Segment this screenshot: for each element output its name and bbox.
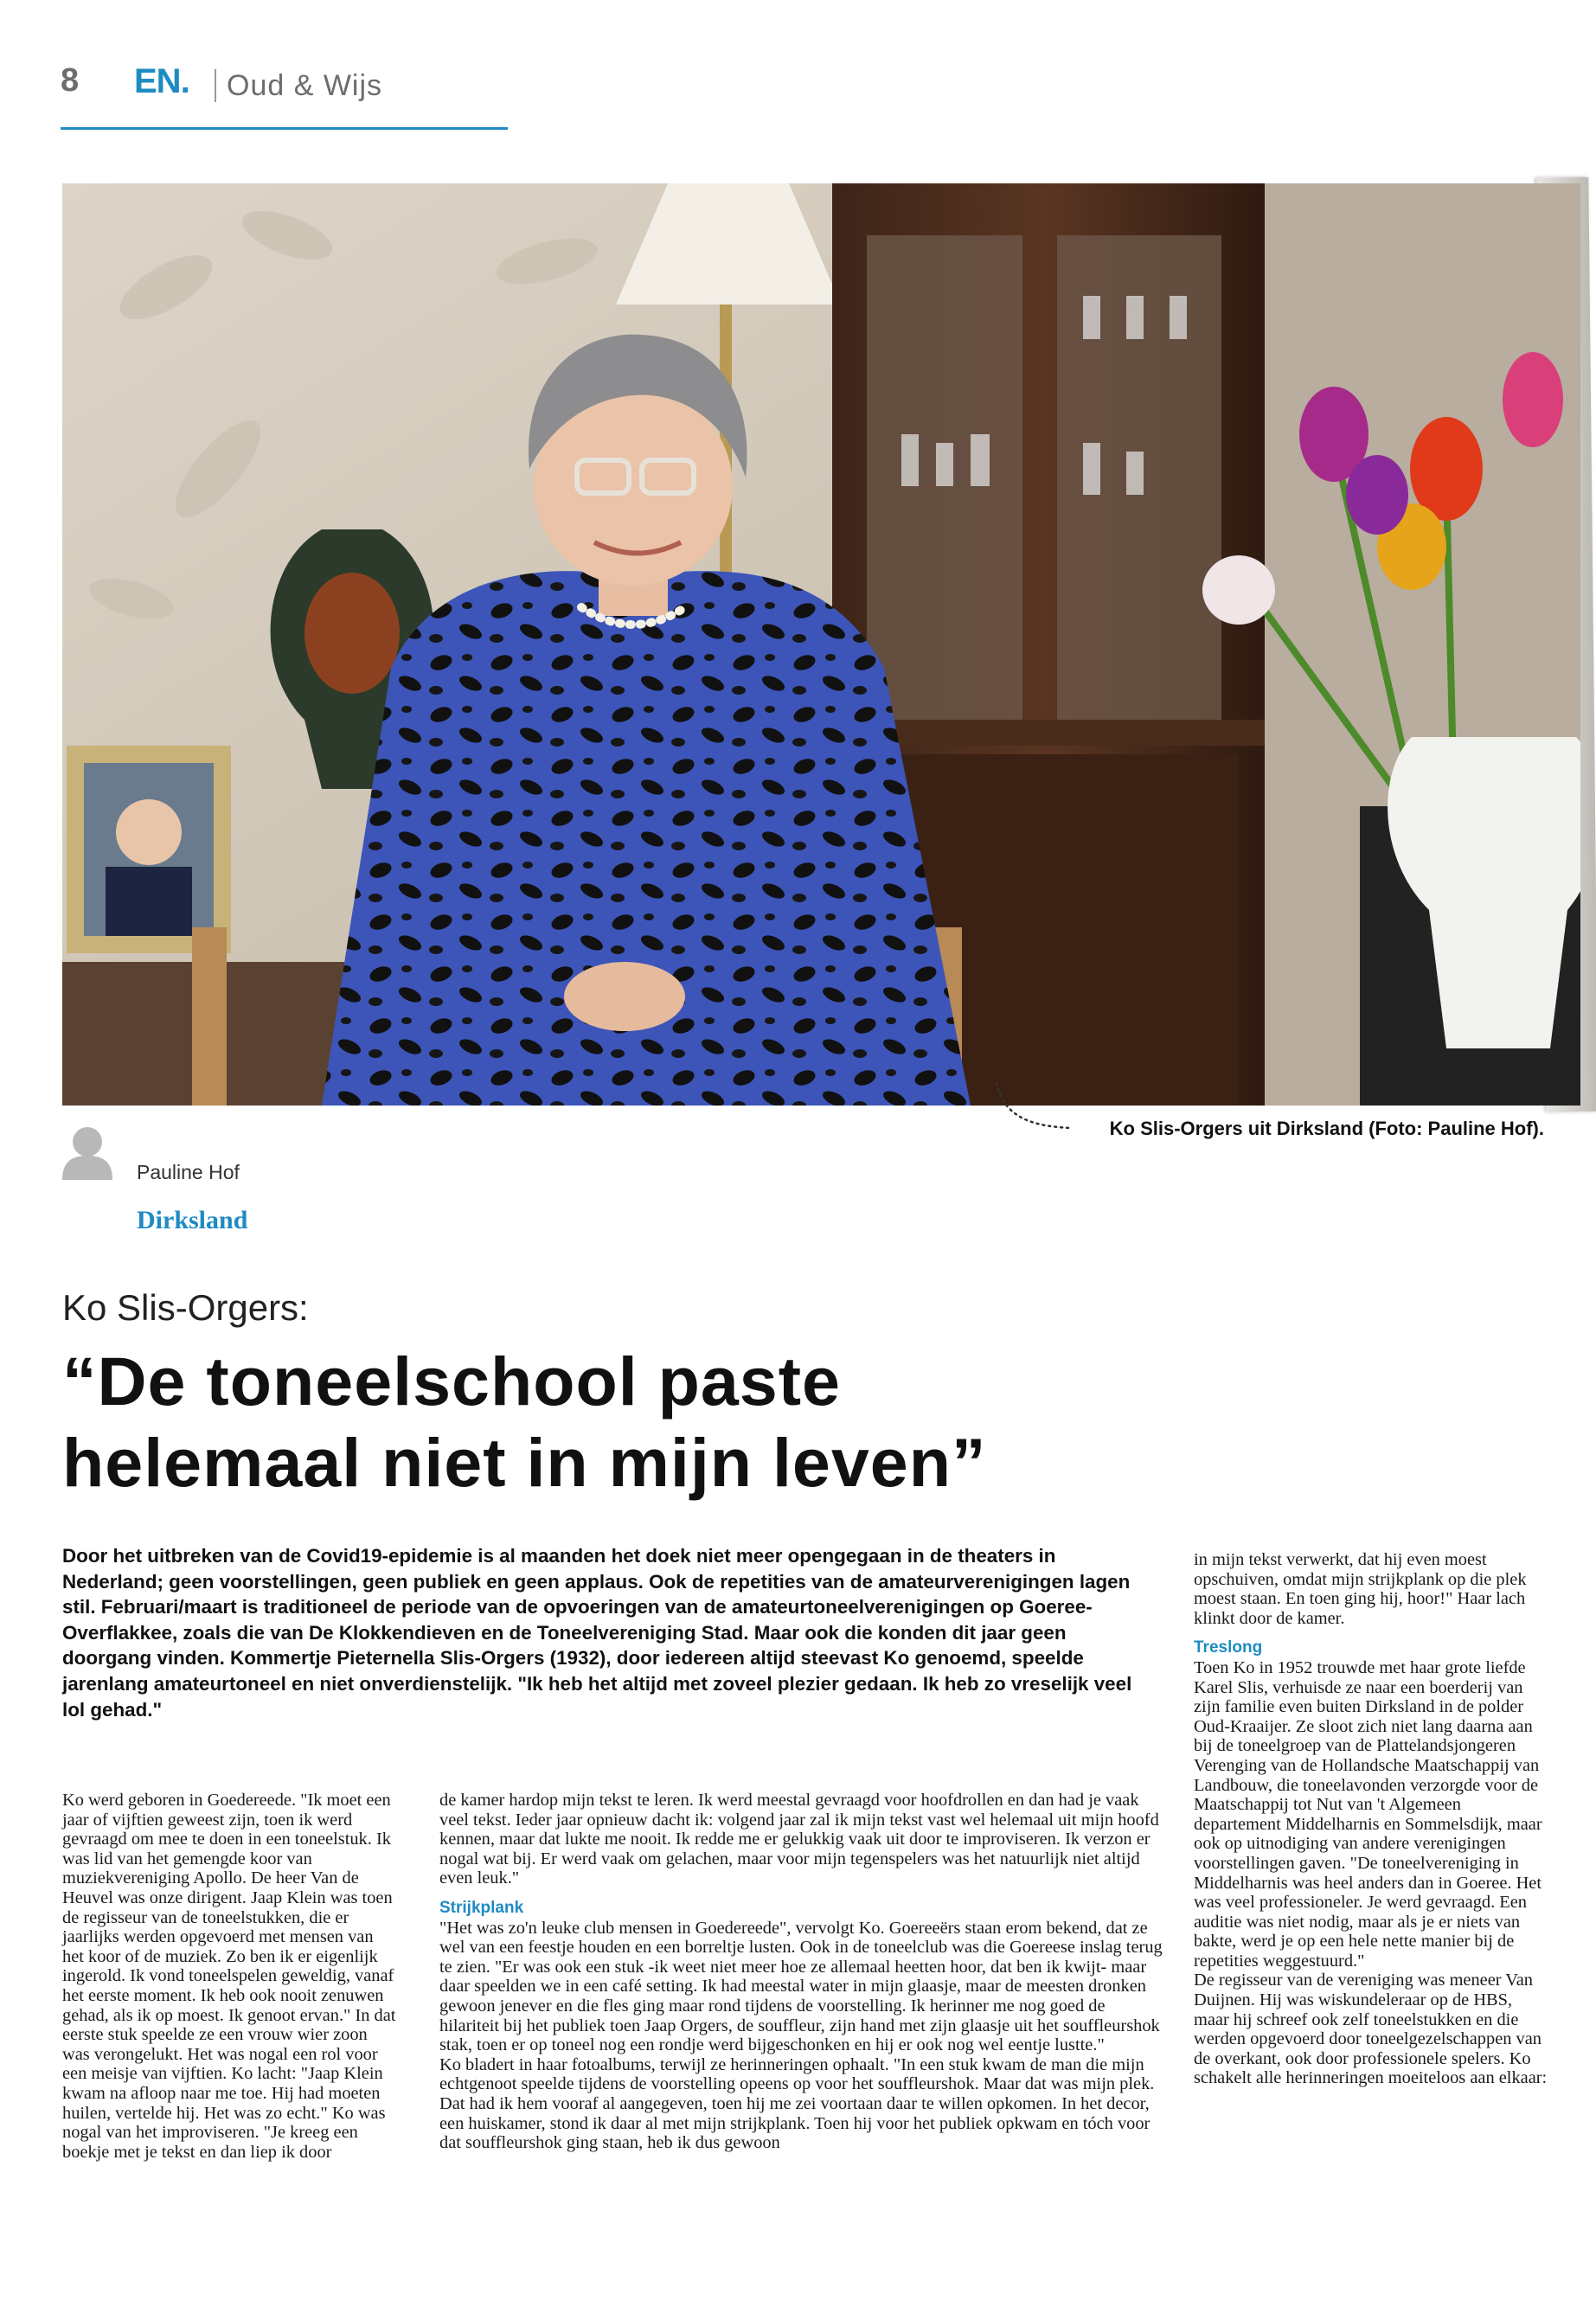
subheading-treslong: Treslong — [1194, 1638, 1263, 1657]
headline-line-1: “De toneelschool paste — [62, 1343, 841, 1420]
article-lead — [62, 1543, 1159, 1722]
lead-paragraph: Door het uitbreken van de Covid19-epidemie is al maanden het doek niet meer opengegaan in de theaters in Nederland; geen voorstellingen, geen publiek en geen applaus. Ook de repetities van de amateurverenigingen lagen stil. Februari/maart is traditioneel de periode van de opvoeringen van de amateurtoneelverenigingen op Goeree-Overflakkee, zoals die van De Klokkendieven en de Toneelvereniging Stad. Maar ook die konden dit jaar geen doorgang vinden. Kommertje Pieternella Slis-Orgers (1932), door iedereen altijd steevast Ko genoemd, speelde jarenlang amateurtoneel en niet onverdienstelijk. "Ik heb het altijd met zoveel plezier gedaan. Ik heb zo vreselijk veel lol gehad." — [62, 1545, 1132, 1721]
author-name: Pauline Hof — [137, 1161, 240, 1183]
body-paragraph: in mijn tekst verwerkt, dat hij even moest opschuiven, omdat mijn strijkplank op die plek moest staan. En toen ging hij, hoor!" Haar lach klinkt door de kamer. — [1194, 1550, 1527, 1628]
article-kicker: Ko Slis-Orgers: — [62, 1287, 309, 1328]
dateline-place: Dirksland — [137, 1206, 248, 1234]
body-paragraph: Toen Ko in 1952 trouwde met haar grote liefde Karel Slis, verhuisde ze naar een boerderij van zijn familie even buiten Dirksland in de polder Oud-Kraaijer. Ze sloot zich niet lang daarna aan bij de toneelgroep van de Plattelandsjongeren Verenging van de Hollandsche Maatschappij van Landbouw, die toneelavonden verzorgde voor de Maatschappij tot Nut van 't Algemeen departement Middelharnis en Sommelsdijk, maar ook op uitnodiging van andere verenigingen voorstellingen gaven. "De toneelvereniging in Middelharnis was heel anders dan in Goeree. Het was veel professioneler. Je werd gevraagd. Een auditie was niet nodig, maar als je er niets van bakte, werd je op een hele nette manier bij de repetities weggestuurd." — [1194, 1657, 1542, 1971]
header-rule — [61, 127, 508, 130]
caption-pointer — [995, 1081, 1073, 1133]
author-avatar-icon — [62, 1125, 112, 1180]
article-headline — [62, 1341, 1187, 1503]
body-column-3 — [1194, 1550, 1551, 2088]
subheading-strijkplank: Strijkplank — [439, 1898, 524, 1917]
body-paragraph: de kamer hardop mijn tekst te leren. Ik werd meestal gevraagd voor hoofdrollen en dan had je vaak veel tekst. Ieder jaar opnieuw dacht ik: volgend jaar zal ik mijn tekst vast wel helemaal uit mijn hoofd kennen, maar dat lukte me nooit. Ik redde me er gelukkig vaak uit door te improviseren. Ik verzon er nogal wat bij. Er werd vaak om gelachen, maar voor mijn tegenspelers was het natuurlijk niet altijd even leuk." — [439, 1791, 1159, 1888]
headline-line-2: helemaal niet in mijn leven” — [62, 1424, 987, 1501]
photo-caption: Ko Slis-Orgers uit Dirksland (Foto: Pauline Hof). — [1109, 1118, 1544, 1139]
body-paragraph: De regisseur van de vereniging was meneer Van Duijnen. Hij was wiskundeleraar op de HBS, maar hij schreef ook zelf toneelstukken en die werden opgevoerd door toneelgezelschappen van de overkant, ook door professionele spelers. Ko schakelt alle herinneringen moeiteloos aan elkaar: — [1194, 1971, 1548, 2088]
body-column-2 — [439, 1791, 1164, 2153]
body-paragraph: "Het was zo'n leuke club mensen in Goedereede", vervolgt Ko. Goereeërs staan erom bekend, dat ze wel van een feestje houden en een borreltje lusten. Ook in de toneelclub was die Goereese inslag terug te zien. "Er was ook een stuk -ik weet niet meer hoe ze allemaal heetten hoor, dat ben ik kwijt- maar daar speelden we in een café setting. Ik had meestal water in mijn glaasje, maar de meesten dronken gewoon jenever en die fles ging maar rond tijdens de voorstelling. Ik herinner me nog goed de hilariteit bij het publiek toen Jaap Orgers, de souffleur, zijn hand met zijn glaasje uit het souffleurshok stak, toen er op toneel nog een rondje werd bijgeschonken en hij er ook nog wel eentje lustte." — [439, 1918, 1163, 2055]
photo-illustration — [62, 183, 1580, 1106]
newspaper-logo: EN. — [134, 62, 189, 100]
body-paragraph: Ko werd geboren in Goedereede. "Ik moet een jaar of vijftien geweest zijn, toen ik werd gevraagd om mee te doen in een toneelstuk. Ik was lid van het gemengde koor van muziekvereniging Apollo. De heer Van de Heuvel was onze dirigent. Jaap Klein was toen de regisseur van de toneelstukken, die er jaarlijks werden opgevoerd met mensen van het koor of de muziek. Zo ben ik er eigenlijk ingerold. Ik vond toneelspelen geweldig, vanaf het eerste moment. Ik heb ook nooit zenuwen gehad, als ik op moest. Ik genoot ervan." In dat eerste stuk speelde ze een vrouw wier zoon was verongelukt. Het was nogal een rol voor een meisje van vijftien. Ko lacht: "Jaap Klein kwam na afloop naar me toe. Hij had moeten huilen, vertelde hij. Het was zo echt." Ko was nogal van het improviseren. "Je kreeg een boekje met je tekst en dan liep ik door — [62, 1791, 396, 2162]
page-number: 8 — [61, 62, 80, 99]
header-divider — [215, 69, 216, 102]
body-paragraph: Ko bladert in haar fotoalbums, terwijl ze herinneringen ophaalt. "In een stuk kwam de man die mijn echtgenoot speelde tijdens de voorstelling opeens op voor het souffleurshok. Maar dat was mijn plek. Dat had ik hem vooraf al aangegeven, toen hij me zei voortaan daar te willen opkomen. In het decor, een huiskamer, stond ik daar al met mijn strijkplank. Toen hij voor het publiek opkwam en tóch voor dat souffleurshok ging staan, heb ik dus gewoon — [439, 2054, 1155, 2153]
body-column-1 — [62, 1791, 398, 2162]
section-title: Oud & Wijs — [227, 69, 383, 102]
main-photo — [62, 183, 1580, 1106]
